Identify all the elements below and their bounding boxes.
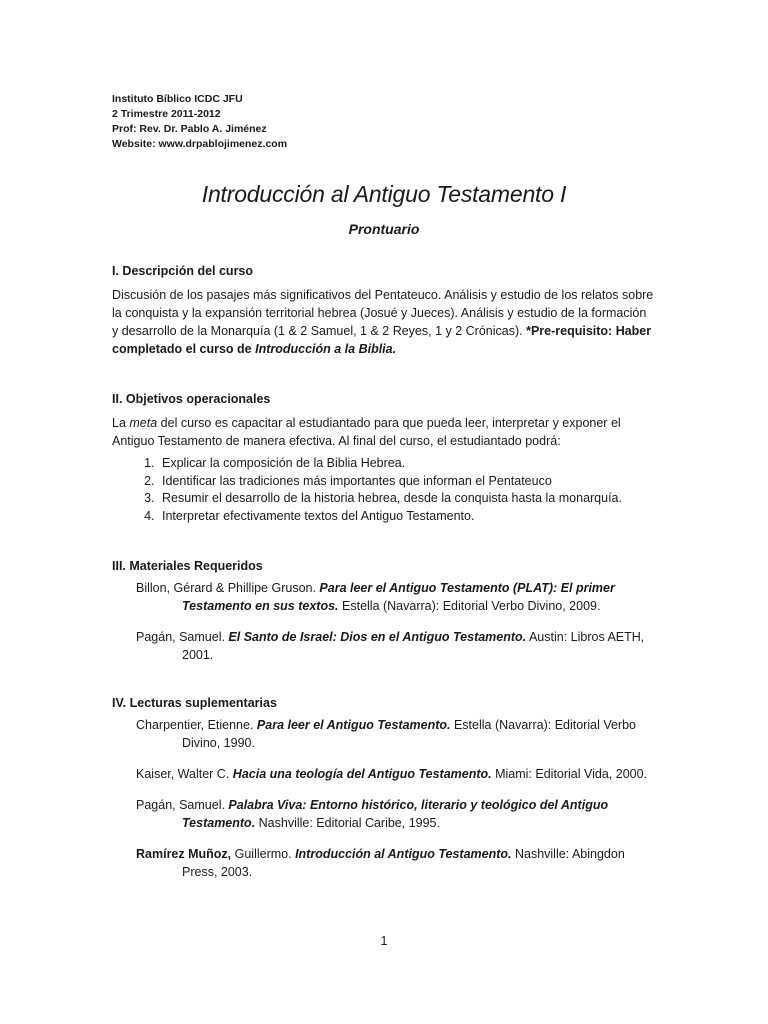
reference-author: Pagán, Samuel. <box>136 630 229 644</box>
reference-entry <box>136 716 656 752</box>
description-text: Discusión de los pasajes más significativos del Pentateuco. Análisis y estudio de los relatos sobre la conquista y la expansión territorial hebrea (Josué y Jueces). Análisis y estudio de la formación y desarrollo de la Monarquía (1 & 2 Samuel, 1 & 2 Reyes, 1 y 2 Crónicas). <box>112 288 654 338</box>
list-item: 1. Explicar la composición de la Biblia Hebrea. <box>158 455 656 473</box>
institute-name: Instituto Bíblico ICDC JFU <box>112 93 243 105</box>
section-descripcion <box>112 262 656 358</box>
prerequisite-course: Introducción a la Biblia. <box>255 342 397 356</box>
reference-title: Para leer el Antiguo Testamento (PLAT): El primer Testamento en sus textos. <box>182 581 615 613</box>
references-list <box>112 579 656 664</box>
term: 2 Trimestre 2011-2012 <box>112 108 221 120</box>
objective-text: La <box>112 416 130 430</box>
document-title: Introducción al Antiguo Testamento I <box>201 181 567 207</box>
list-item: 3. Resumir el desarrollo de la historia hebrea, desde la conquista hasta la monarquía. <box>158 490 656 508</box>
section-text <box>112 286 656 358</box>
section-heading: I. Descripción del curso <box>112 264 254 278</box>
section-heading: III. Materiales Requeridos <box>112 559 263 573</box>
reference-entry <box>136 796 656 832</box>
objective-keyword: meta <box>129 416 158 430</box>
section-heading: II. Objetivos operacionales <box>112 392 271 406</box>
reference-author-bold: Ramírez Muñoz, <box>136 847 232 861</box>
reference-publisher: Estella (Navarra): Editorial Verbo Divino, 2009. <box>338 599 601 613</box>
reference-author: Guillermo. <box>231 847 296 861</box>
reference-publisher: Estella (Navarra): Editorial Verbo Divino, 1990. <box>182 718 636 750</box>
list-item: 4. Interpretar efectivamente textos del Antiguo Testamento. <box>158 508 656 526</box>
website: Website: www.drpablojimenez.com <box>112 138 288 150</box>
professor: Prof: Rev. Dr. Pablo A. Jiménez <box>112 123 267 135</box>
section-lecturas <box>112 694 656 881</box>
reference-title: Palabra Viva: Entorno histórico, literario y teológico del Antiguo Testamento. <box>182 798 609 830</box>
reference-author: Kaiser, Walter C. <box>136 767 233 781</box>
reference-entry <box>136 628 656 664</box>
objectives-list <box>112 455 656 525</box>
reference-publisher: Nashville: Editorial Caribe, 1995. <box>255 816 440 830</box>
reference-entry <box>136 765 656 783</box>
reference-title: Hacia una teología del Antiguo Testamento. <box>232 767 492 781</box>
document-subtitle: Prontuario <box>348 221 420 237</box>
reference-entry <box>136 845 656 881</box>
section-heading: IV. Lecturas suplementarias <box>112 696 277 710</box>
reference-author: Charpentier, Etienne. <box>136 718 257 732</box>
reference-publisher: Nashville: Abingdon Press, 2003. <box>182 847 625 879</box>
references-list <box>112 716 656 881</box>
reference-author: Billon, Gérard & Phillipe Gruson. <box>136 581 320 595</box>
reference-author: Pagán, Samuel. <box>136 798 229 812</box>
section-objetivos <box>112 390 656 525</box>
section-materiales <box>112 557 656 664</box>
page-number: 1 <box>380 934 388 948</box>
prerequisite-label: *Pre-requisito: Haber completado el curso de <box>112 324 652 356</box>
reference-title: El Santo de Israel: Dios en el Antiguo Testamento. <box>228 630 527 644</box>
course-header <box>112 92 656 152</box>
section-text <box>112 414 656 450</box>
list-item: 2. Identificar las tradiciones más importantes que informan el Pentateuco <box>158 473 656 491</box>
reference-title: Introducción al Antiguo Testamento. <box>295 847 512 861</box>
reference-publisher: Miami: Editorial Vida, 2000. <box>491 767 648 781</box>
objective-text: del curso es capacitar al estudiantado para que pueda leer, interpretar y exponer el Antiguo Testamento de manera efectiva. Al final del curso, el estudiantado podrá: <box>112 416 621 448</box>
reference-entry <box>136 579 656 615</box>
reference-publisher: Austin: Libros AETH, 2001. <box>182 630 645 662</box>
reference-title: Para leer el Antiguo Testamento. <box>256 718 451 732</box>
